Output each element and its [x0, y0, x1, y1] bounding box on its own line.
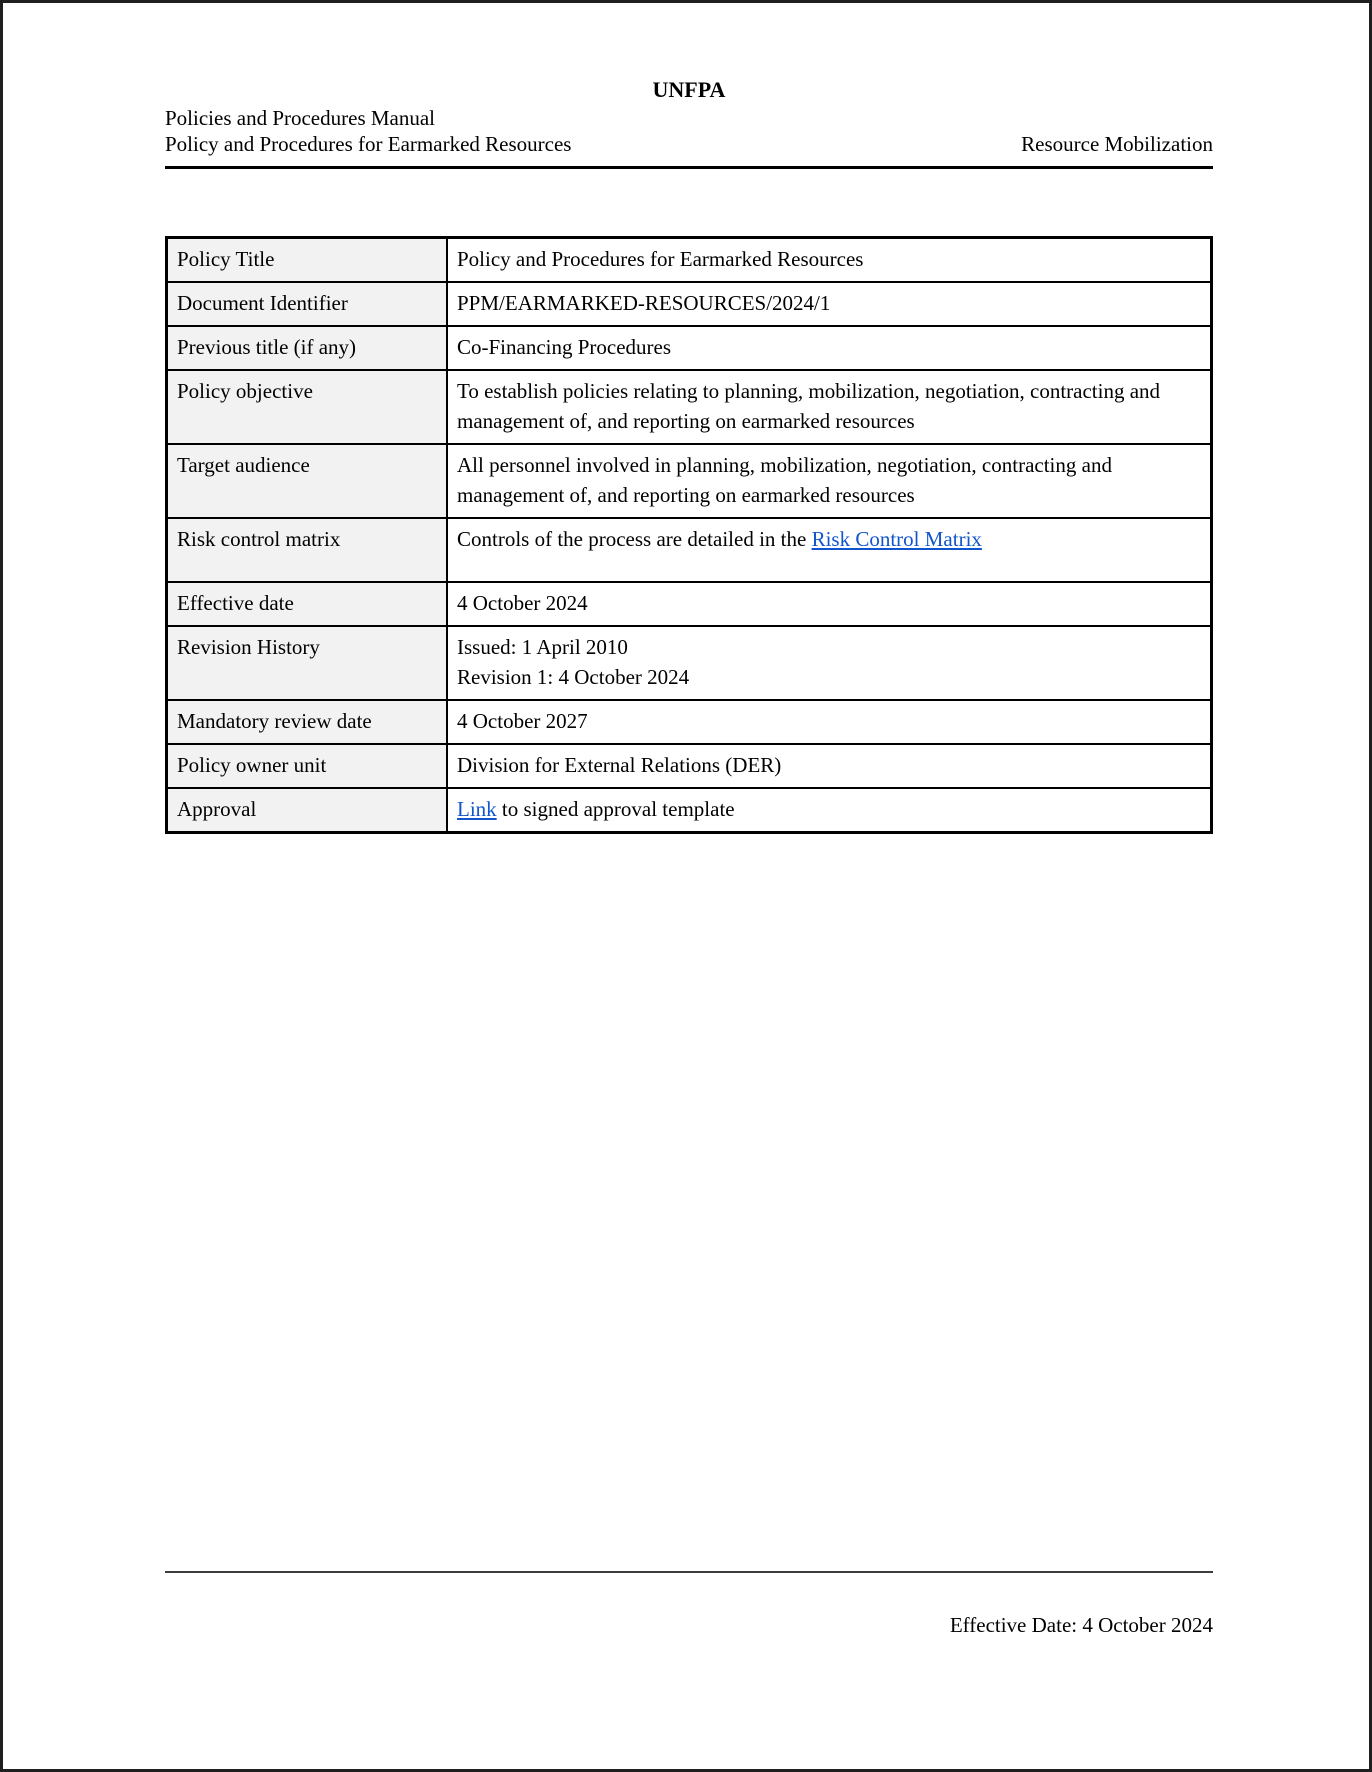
table-row-target-audience — [167, 444, 1212, 518]
row-label-effective-date: Effective date — [167, 582, 448, 626]
row-label-approval: Approval — [167, 788, 448, 833]
row-value-policy-title: Policy and Procedures for Earmarked Resources — [447, 238, 1212, 283]
row-value-approval — [447, 788, 1212, 833]
row-value-effective-date: 4 October 2024 — [447, 582, 1212, 626]
row-value-risk-control-matrix — [447, 518, 1212, 582]
row-label-target-audience: Target audience — [167, 444, 448, 518]
row-value-policy-objective: To establish policies relating to planning, mobilization, negotiation, contracting and management of, and reporting on earmarked resources — [447, 370, 1212, 444]
row-value-policy-owner-unit: Division for External Relations (DER) — [447, 744, 1212, 788]
risk-control-text: Controls of the process are detailed in the — [457, 527, 812, 551]
row-label-risk-control-matrix: Risk control matrix — [167, 518, 448, 582]
document-category: Resource Mobilization — [1021, 132, 1213, 156]
row-label-policy-objective: Policy objective — [167, 370, 448, 444]
table-row-previous-title — [167, 326, 1212, 370]
doc-title-row — [165, 131, 1213, 157]
revision-history-issued: Issued: 1 April 2010 — [457, 635, 628, 659]
row-label-mandatory-review-date: Mandatory review date — [167, 700, 448, 744]
risk-control-matrix-link[interactable]: Risk Control Matrix — [811, 527, 982, 551]
policy-info-table — [165, 236, 1213, 834]
table-row-risk-control-matrix — [167, 518, 1212, 582]
row-value-mandatory-review-date: 4 October 2027 — [447, 700, 1212, 744]
row-label-policy-owner-unit: Policy owner unit — [167, 744, 448, 788]
row-value-previous-title: Co-Financing Procedures — [447, 326, 1212, 370]
table-row-mandatory-review-date — [167, 700, 1212, 744]
table-row-policy-title — [167, 238, 1212, 283]
footer-effective-date: Effective Date: 4 October 2024 — [949, 1613, 1213, 1637]
table-row-policy-objective — [167, 370, 1212, 444]
org-name: UNFPA — [652, 77, 726, 102]
table-row-revision-history — [167, 626, 1212, 700]
approval-template-link[interactable]: Link — [457, 797, 497, 821]
row-value-revision-history — [447, 626, 1212, 700]
table-row-approval — [167, 788, 1212, 833]
manual-title: Policies and Procedures Manual — [165, 106, 436, 130]
row-label-revision-history: Revision History — [167, 626, 448, 700]
approval-text: to signed approval template — [496, 797, 735, 821]
table-row-policy-owner-unit — [167, 744, 1212, 788]
row-label-policy-title: Policy Title — [167, 238, 448, 283]
document-header — [165, 77, 1213, 169]
footer-divider — [165, 1571, 1213, 1573]
row-label-document-identifier: Document Identifier — [167, 282, 448, 326]
revision-history-revision1: Revision 1: 4 October 2024 — [457, 665, 690, 689]
row-label-previous-title: Previous title (if any) — [167, 326, 448, 370]
table-row-document-identifier — [167, 282, 1212, 326]
document-title: Policy and Procedures for Earmarked Resources — [165, 132, 572, 156]
row-value-target-audience: All personnel involved in planning, mobilization, negotiation, contracting and management of, and reporting on earmarked resources — [447, 444, 1212, 518]
row-value-document-identifier: PPM/EARMARKED-RESOURCES/2024/1 — [447, 282, 1212, 326]
table-row-effective-date — [167, 582, 1212, 626]
